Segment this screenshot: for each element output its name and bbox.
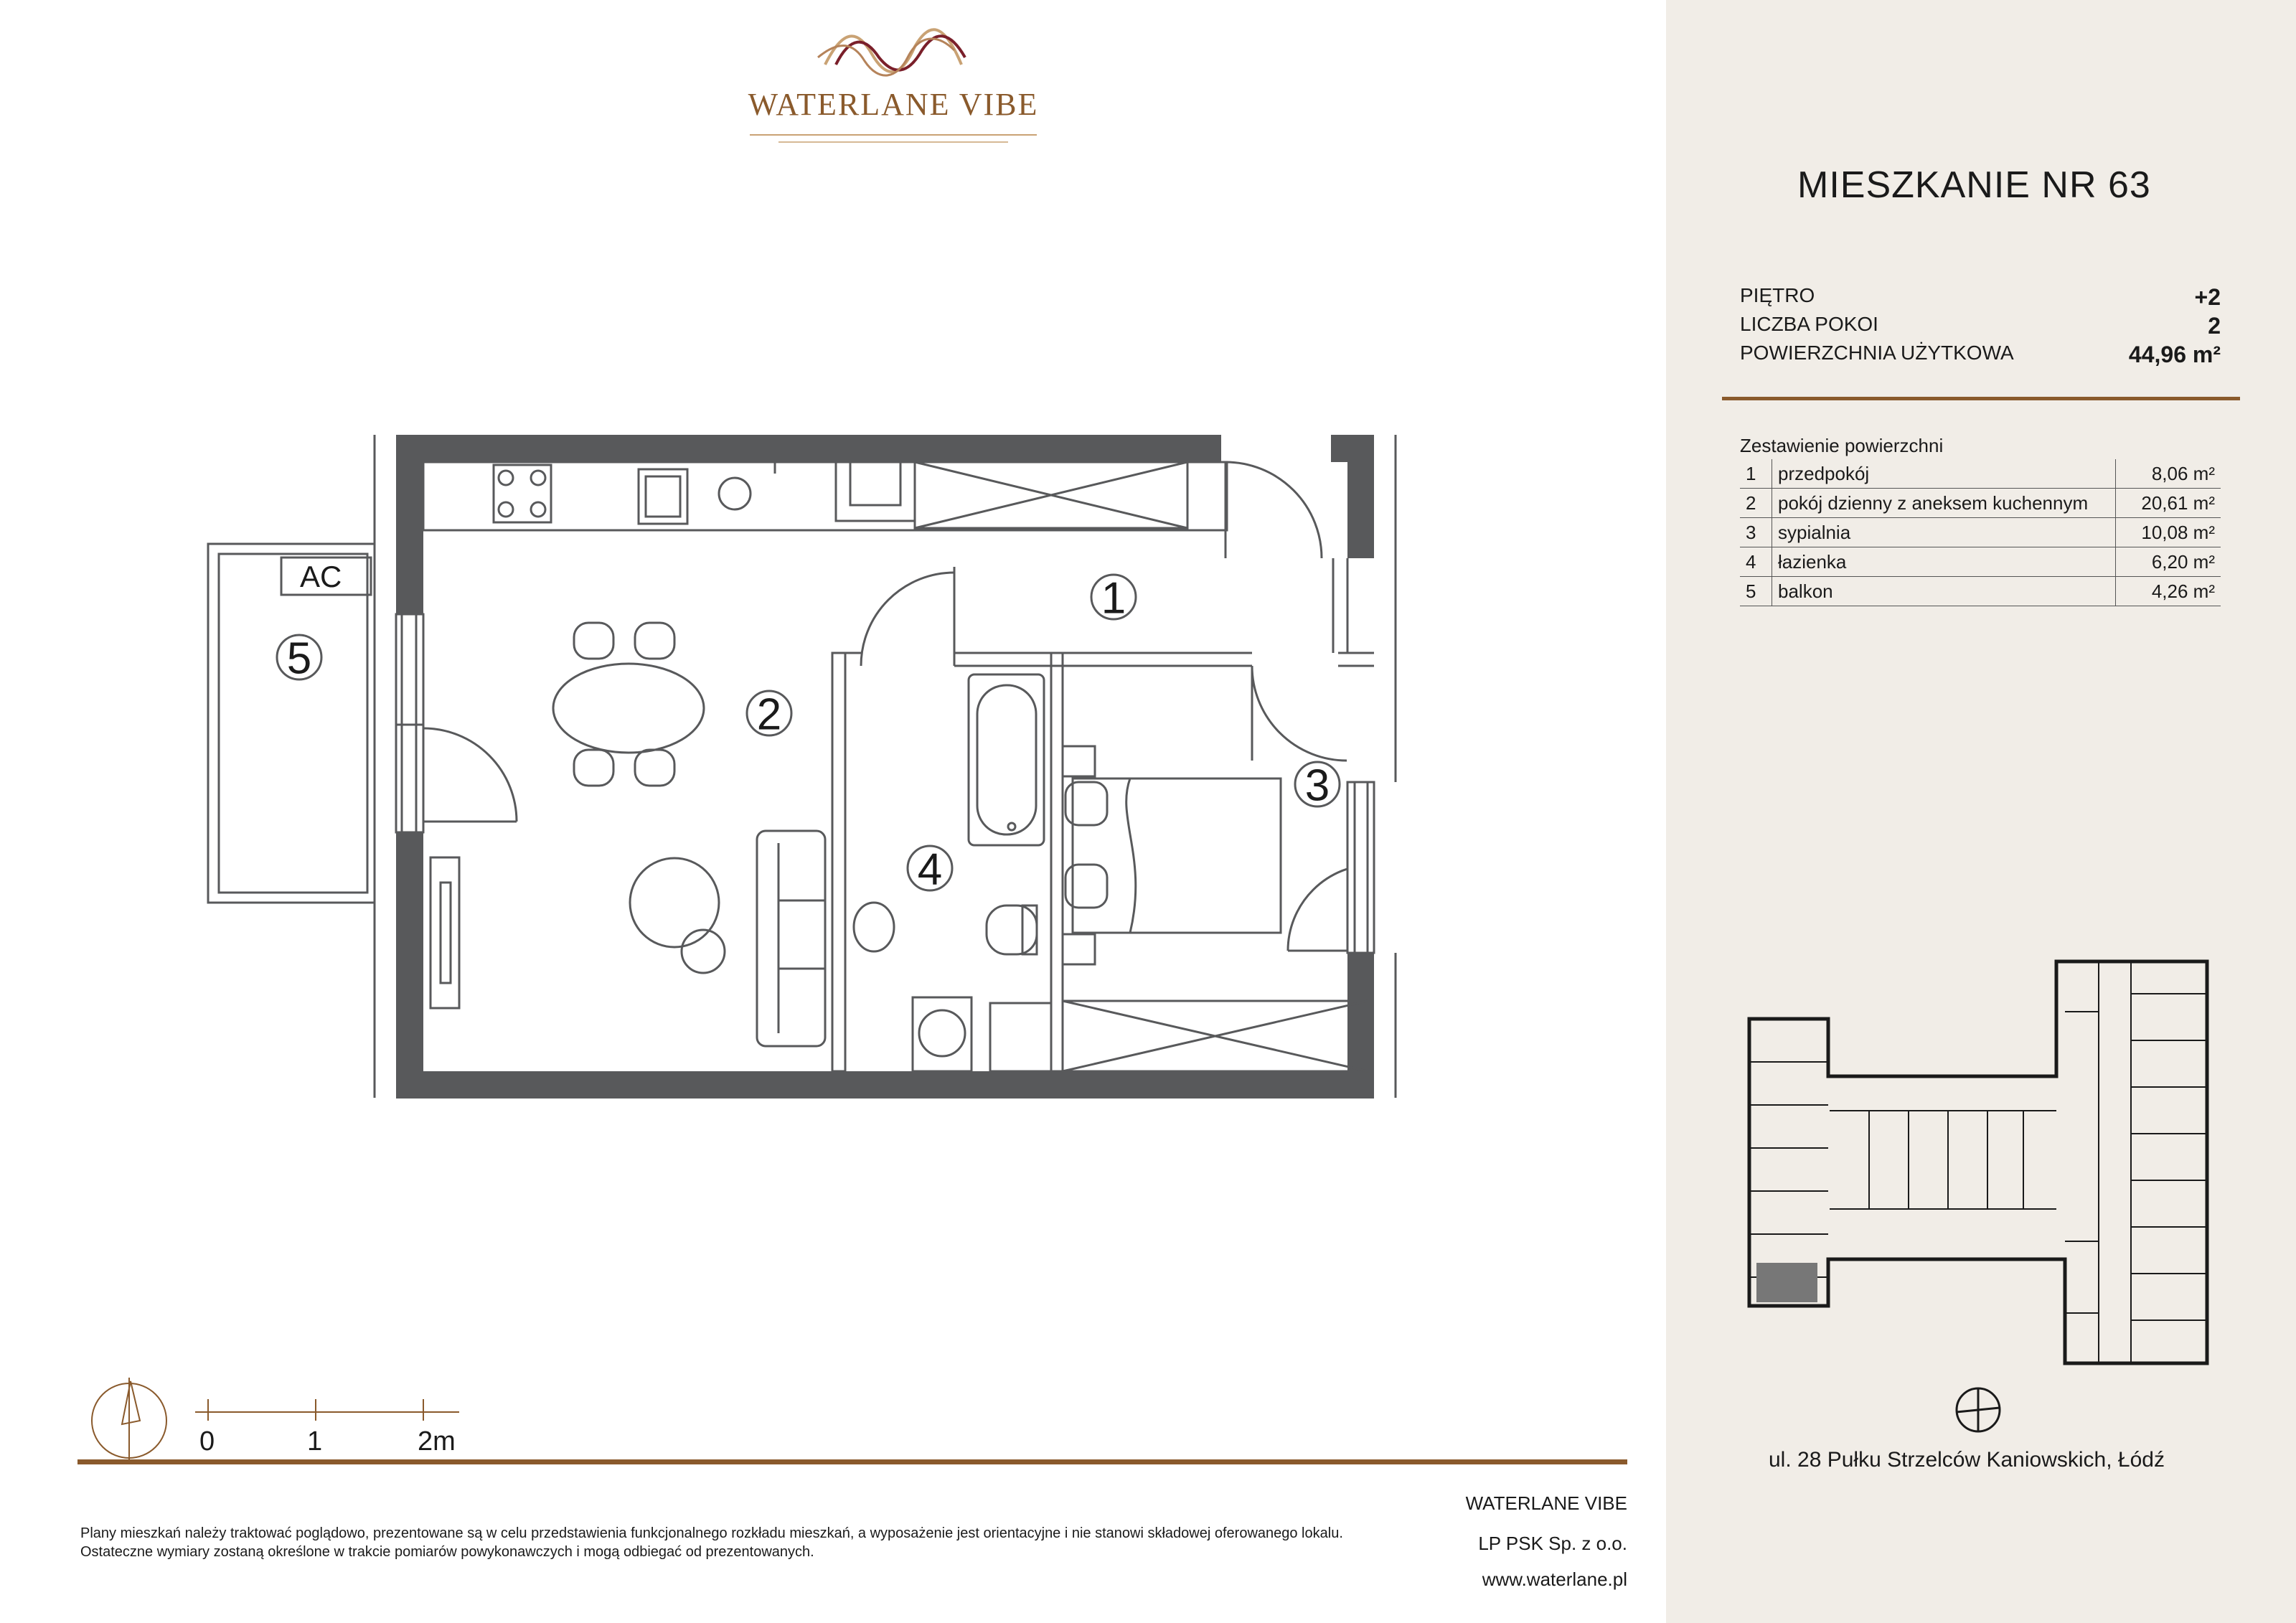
plan-walls <box>396 435 1374 1099</box>
row-num: 3 <box>1740 518 1772 547</box>
info-divider <box>1722 397 2240 400</box>
row-num: 2 <box>1740 489 1772 518</box>
areas-table <box>1740 459 2221 606</box>
room-label-5: 5 <box>286 634 312 684</box>
room-label-2: 2 <box>756 690 782 740</box>
disclaimer-line-1: Plany mieszkań należy traktować poglądowo, prezentowane są w celu przedstawienia funkcjonalnego rozkładu mieszkań, a wyposażenie jest orientacyjne i nie stanowi składowej oferowanego lokalu. <box>80 1525 1343 1541</box>
info-area-label: POWIERZCHNIA UŻYTKOWA <box>1740 342 2014 364</box>
row-num: 4 <box>1740 547 1772 577</box>
disclaimer-line-2: Ostateczne wymiary zostaną określone w trakcie pomiarów powykonawczych i mogą odbiegać od prezentowanych. <box>80 1544 814 1560</box>
north-arrow-icon <box>1953 1385 2003 1435</box>
apartment-title: MIESZKANIE NR 63 <box>1797 164 2151 206</box>
room-label-3: 3 <box>1304 761 1330 811</box>
table-row <box>1740 459 2221 489</box>
row-name: łazienka <box>1772 547 2116 577</box>
website-link[interactable]: www.waterlane.pl <box>1482 1568 1627 1590</box>
building-keyplan <box>1722 926 2224 1370</box>
row-area: 4,26 m² <box>2116 577 2221 606</box>
company-name: WATERLANE VIBE <box>1465 1492 1627 1514</box>
table-row <box>1740 489 2221 518</box>
scale-bar <box>0 0 502 1507</box>
table-row <box>1740 577 2221 606</box>
room-label-4: 4 <box>917 845 943 895</box>
brand-name: WATERLANE VIBE <box>748 87 1039 122</box>
info-rooms-value: 2 <box>2208 313 2221 339</box>
info-floor-label: PIĘTRO <box>1740 284 1815 306</box>
row-area: 6,20 m² <box>2116 547 2221 577</box>
footer-divider <box>77 1459 1627 1464</box>
room-label-1: 1 <box>1101 573 1126 624</box>
table-row <box>1740 518 2221 547</box>
row-name: balkon <box>1772 577 2116 606</box>
highlighted-unit <box>1756 1263 1817 1302</box>
scale-label-0: 0 <box>199 1426 215 1457</box>
row-area: 10,08 m² <box>2116 518 2221 547</box>
row-name: pokój dzienny z aneksem kuchennym <box>1772 489 2116 518</box>
info-area-value: 44,96 m² <box>2128 342 2221 367</box>
row-name: przedpokój <box>1772 459 2116 489</box>
row-num: 1 <box>1740 459 1772 489</box>
table-row <box>1740 547 2221 577</box>
ac-unit-label: AC <box>300 560 342 593</box>
areas-caption: Zestawienie powierzchni <box>1740 435 1944 456</box>
row-area: 8,06 m² <box>2116 459 2221 489</box>
scale-label-1: 1 <box>307 1426 323 1457</box>
info-rooms-label: LICZBA POKOI <box>1740 313 1878 335</box>
info-panel <box>1666 0 2296 1623</box>
info-floor-value: +2 <box>2194 284 2221 310</box>
row-num: 5 <box>1740 577 1772 606</box>
row-area: 20,61 m² <box>2116 489 2221 518</box>
scale-label-2m: 2m <box>418 1426 456 1457</box>
compass-rose-icon <box>92 1378 166 1464</box>
address: ul. 28 Pułku Strzelców Kaniowskich, Łódź <box>1769 1448 2165 1472</box>
disclaimer <box>80 1524 1444 1561</box>
row-name: sypialnia <box>1772 518 2116 547</box>
company-entity: LP PSK Sp. z o.o. <box>1478 1533 1627 1554</box>
